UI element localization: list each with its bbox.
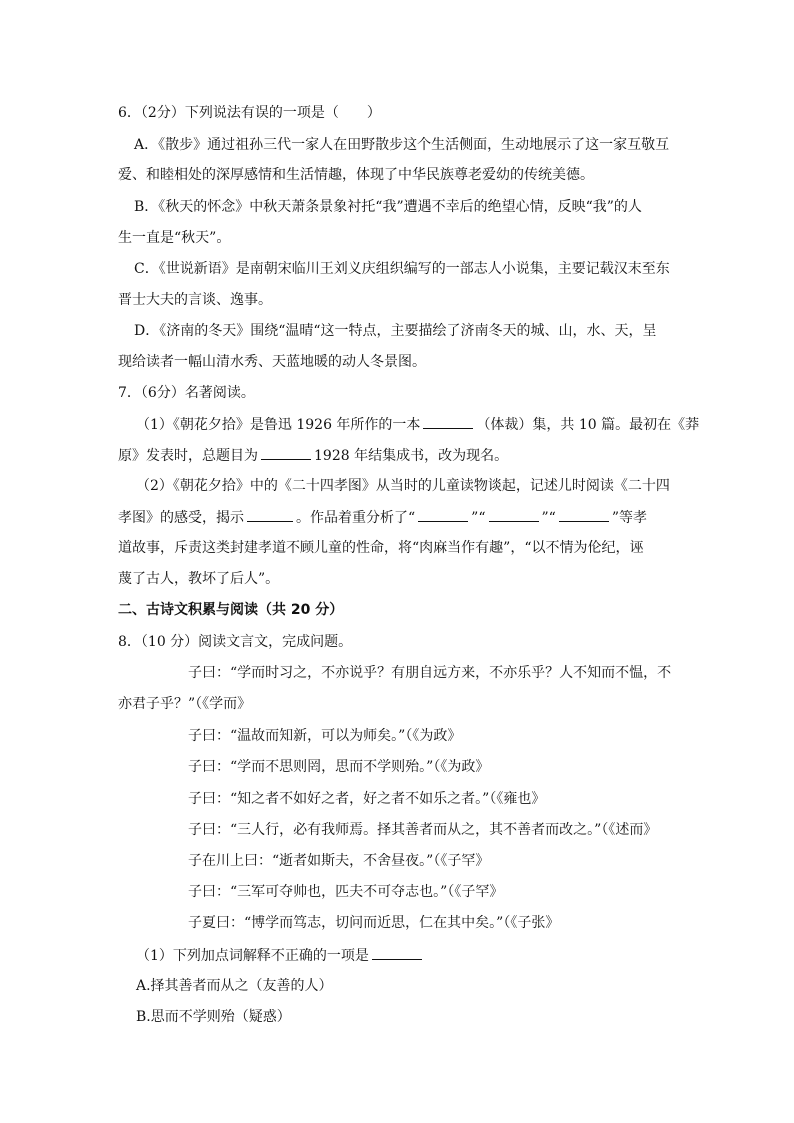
q6-option-a-cont: 爱、和睦相处的深厚感情和生活情趣，体现了中华民族尊老爱幼的传统美德。 <box>118 167 594 183</box>
classical-text-line: 子曰：“知之者不如好之者，好之者不如乐之者。”（《雍也》 <box>188 791 546 807</box>
classical-text-line: 子曰：“学而时习之，不亦说乎？有朋自远方来，不亦乐乎？人不知而不愠，不 <box>188 665 672 681</box>
classical-text-line: 子夏曰：“博学而笃志，切问而近思，仁在其中矣。”（《子张》 <box>188 915 560 931</box>
q6-option-d: D．《济南的冬天》围绕“温晴“这一特点，主要描绘了济南冬天的城、山，水、天，呈 <box>134 323 657 339</box>
classical-text-line: 子曰：“学而不思则罔，思而不学则殆。”（《为政》 <box>188 759 490 775</box>
answer-blank[interactable] <box>261 445 311 460</box>
q8-option-a: A.择其善者而从之（友善的人） <box>136 978 333 994</box>
q7-part1-line1: （1）《朝花夕拾》是鲁迅 1926 年所作的一本 （体裁）集，共 10 篇。最初在《莽 <box>136 414 699 435</box>
answer-blank[interactable] <box>559 507 609 522</box>
section-heading: 二、古诗文积累与阅读（共 20 分） <box>118 602 344 618</box>
q7-part1-line2: 原》发表时，总题目为 1928 年结集成书，改为现名。 <box>118 445 508 466</box>
q6-option-c: C．《世说新语》是南朝宋临川王刘义庆组织编写的一部志人小说集，主要记载汉末至东 <box>134 261 670 277</box>
q6-option-b: B．《秋天的怀念》中秋天萧条景象衬托“我”遭遇不幸后的绝望心情，反映“我”的人 <box>134 199 642 215</box>
classical-text-line: 亦君子乎？”（《学而》 <box>118 696 252 712</box>
q7-part2-line1: （2）《朝花夕拾》中的《二十四孝图》从当时的儿童读物谈起，记述儿时阅读《二十四 <box>136 478 670 494</box>
q7-part2-line3: 道故事，斥责这类封建孝道不顾儿童的性命，将“肉麻当作有趣”，“以不情为伦纪，诬 <box>118 540 644 556</box>
q6-option-b-cont: 生一直是“秋天”。 <box>118 230 231 246</box>
classical-text-line: 子曰：“三军可夺帅也，匹夫不可夺志也。”（《子罕》 <box>188 884 504 900</box>
q7-part2-line2: 孝图》的感受，揭示 。作品着重分析了“ ”“ ”“ ”等孝 <box>118 507 647 528</box>
q8-stem: 8．（10 分）阅读文言文，完成问题。 <box>118 634 353 650</box>
q7-part2-line4: 蔑了古人，教坏了后人”。 <box>118 571 280 587</box>
answer-blank[interactable] <box>372 945 422 960</box>
q7-stem: 7．（6分）名著阅读。 <box>118 385 255 401</box>
q6-stem: 6．（2分）下列说法有误的一项是（ ） <box>118 105 381 121</box>
q8-sub1: （1）下列加点词解释不正确的一项是 <box>136 945 425 966</box>
q6-option-a: A．《散步》通过祖孙三代一家人在田野散步这个生活侧面，生动地展示了这一家互敬互 <box>134 137 670 153</box>
classical-text-line: 子曰：“温故而知新，可以为师矣。”（《为政》 <box>188 728 462 744</box>
answer-blank[interactable] <box>247 507 293 522</box>
answer-blank[interactable] <box>418 507 468 522</box>
q6-option-d-cont: 现给读者一幅山清水秀、天蓝地暖的动人冬景图。 <box>118 354 426 370</box>
answer-blank[interactable] <box>423 414 473 429</box>
classical-text-line: 子曰：“三人行，必有我师焉。择其善者而从之，其不善者而改之。”（《述而》 <box>188 822 658 838</box>
answer-blank[interactable] <box>489 507 539 522</box>
q8-option-b: B.思而不学则殆（疑惑） <box>136 1009 291 1025</box>
q6-option-c-cont: 晋士大夫的言谈、逸事。 <box>118 292 272 308</box>
classical-text-line: 子在川上曰：“逝者如斯夫，不舍昼夜。”（《子罕》 <box>188 853 490 869</box>
